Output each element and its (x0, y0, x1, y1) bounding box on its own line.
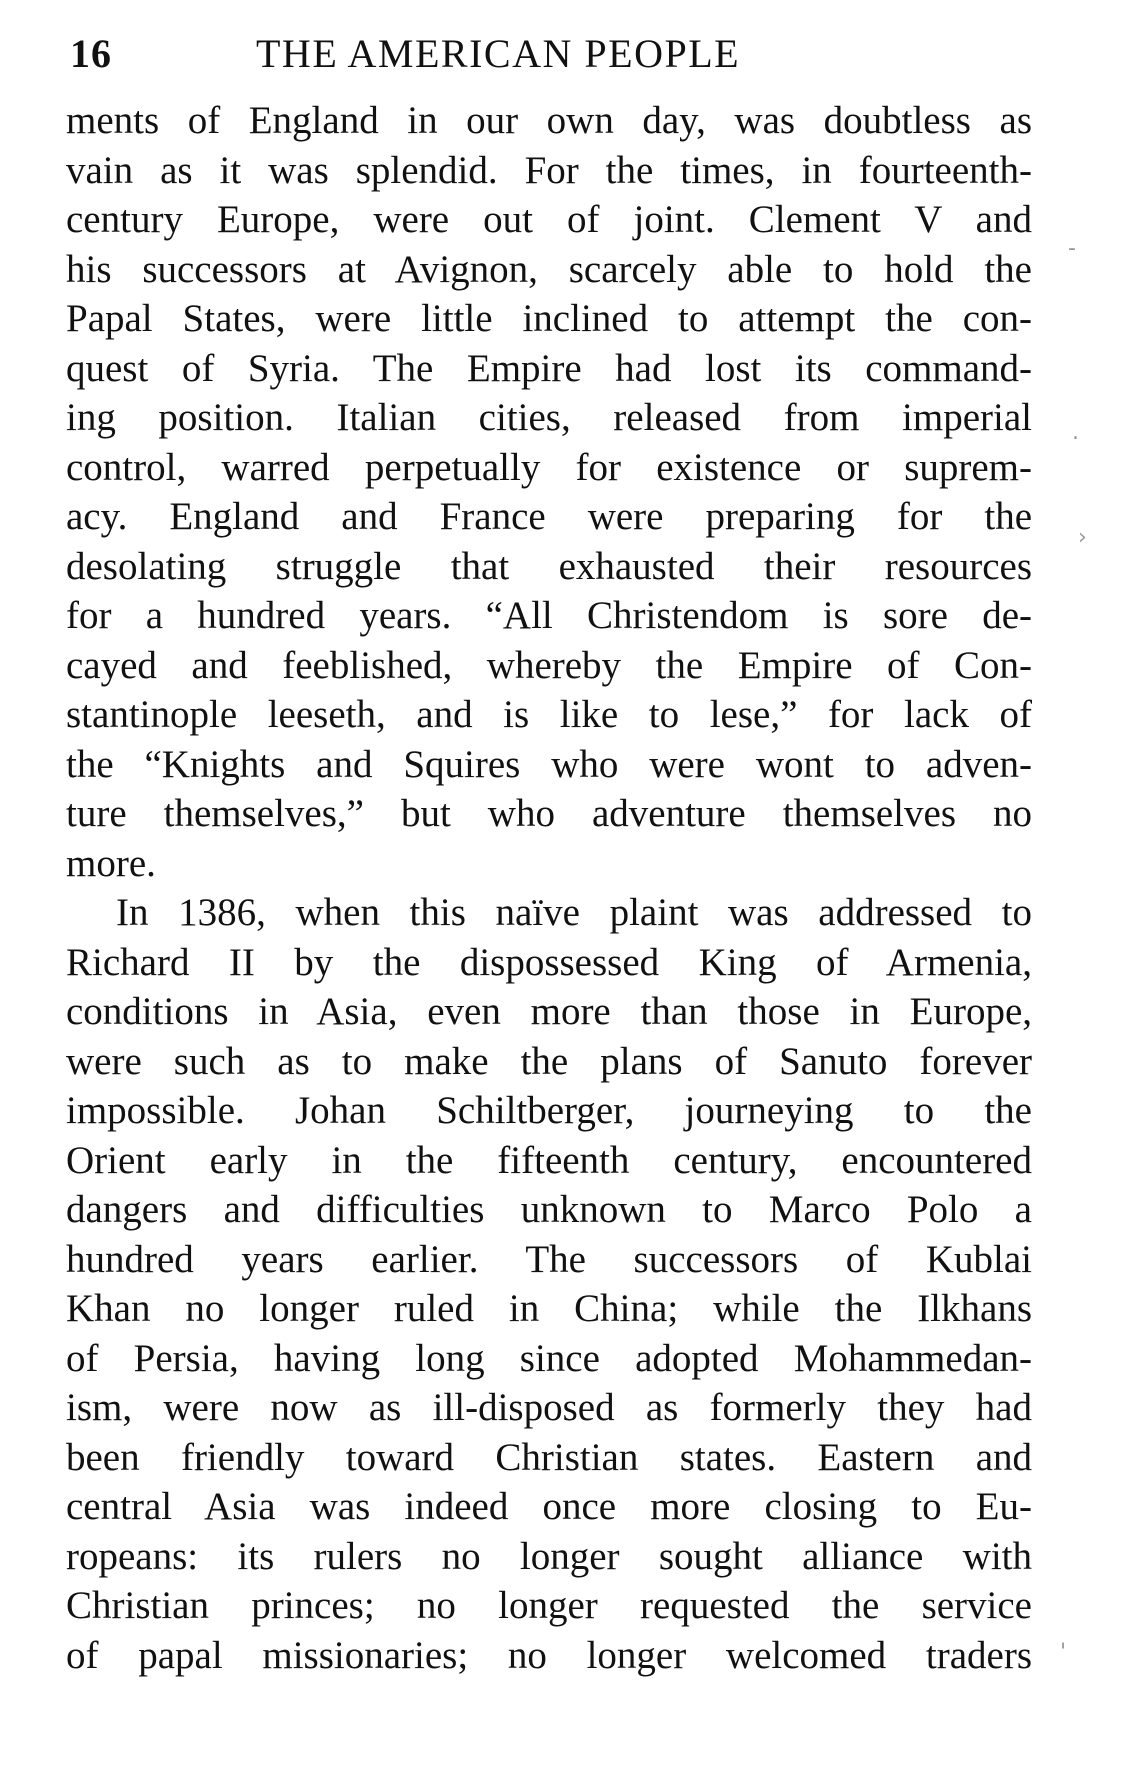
running-head: THE AMERICAN PEOPLE (256, 31, 741, 76)
text-line: conditions in Asia, even more than those in Europe, (66, 990, 1032, 1033)
text-line: ture themselves,” but who adventure themselves no (66, 792, 1032, 835)
paragraph (66, 96, 1032, 888)
text-line: desolating struggle that exhausted their resources (66, 544, 1032, 588)
text-line: vain as it was splendid. For the times, in fourteenth- (66, 148, 1032, 192)
scan-speck: . (1072, 420, 1079, 445)
scan-speck: ' (1060, 1640, 1067, 1665)
text-line: Christian princes; no longer requested the service (66, 1584, 1032, 1627)
body-text (66, 96, 1032, 1680)
text-line: more. (66, 841, 156, 885)
text-line: Orient early in the fifteenth century, encountered (66, 1138, 1032, 1182)
text-line: acy. England and France were preparing for the (66, 495, 1032, 538)
text-line: In 1386, when this naïve plaint was addressed to (116, 891, 1032, 934)
text-line: ments of England in our own day, was doubtless as (66, 99, 1032, 142)
text-line: of papal missionaries; no longer welcomed traders (66, 1633, 1032, 1677)
text-line: Richard II by the dispossessed King of Armenia, (66, 940, 1032, 984)
text-line: central Asia was indeed once more closing to Eu- (66, 1485, 1032, 1528)
text-line: been friendly toward Christian states. Eastern and (66, 1435, 1032, 1479)
scan-speck: - (1068, 236, 1076, 261)
text-line: ing position. Italian cities, released from imperial (66, 396, 1032, 439)
paragraph (66, 888, 1032, 1680)
scan-speck: › (1078, 525, 1087, 550)
text-line: were such as to make the plans of Sanuto forever (66, 1039, 1032, 1083)
text-line: Papal States, were little inclined to attempt the con- (66, 297, 1032, 340)
text-line: control, warred perpetually for existence or suprem- (66, 445, 1032, 489)
text-line: impossible. Johan Schiltberger, journeying to the (66, 1089, 1032, 1132)
text-line: dangers and difficulties unknown to Marco Polo a (66, 1188, 1032, 1231)
page-number: 16 (70, 31, 112, 76)
text-line: the “Knights and Squires who were wont to adven- (66, 742, 1032, 786)
text-line: Khan no longer ruled in China; while the Ilkhans (66, 1287, 1032, 1330)
text-line: cayed and feeblished, whereby the Empire of Con- (66, 643, 1032, 687)
text-line: for a hundred years. “All Christendom is sore de- (66, 594, 1032, 637)
text-line: ropeans: its rulers no longer sought alliance with (66, 1534, 1032, 1578)
text-line: century Europe, were out of joint. Clement V and (66, 198, 1032, 241)
text-line: ism, were now as ill-disposed as formerly they had (66, 1386, 1032, 1429)
text-line: quest of Syria. The Empire had lost its command- (66, 346, 1032, 390)
page-header (70, 30, 1030, 80)
text-line: hundred years earlier. The successors of Kublai (66, 1237, 1032, 1281)
text-line: stantinople leeseth, and is like to lese,” for lack of (66, 693, 1032, 736)
text-line: his successors at Avignon, scarcely able to hold the (66, 247, 1032, 291)
text-line: of Persia, having long since adopted Mohammedan- (66, 1336, 1032, 1380)
